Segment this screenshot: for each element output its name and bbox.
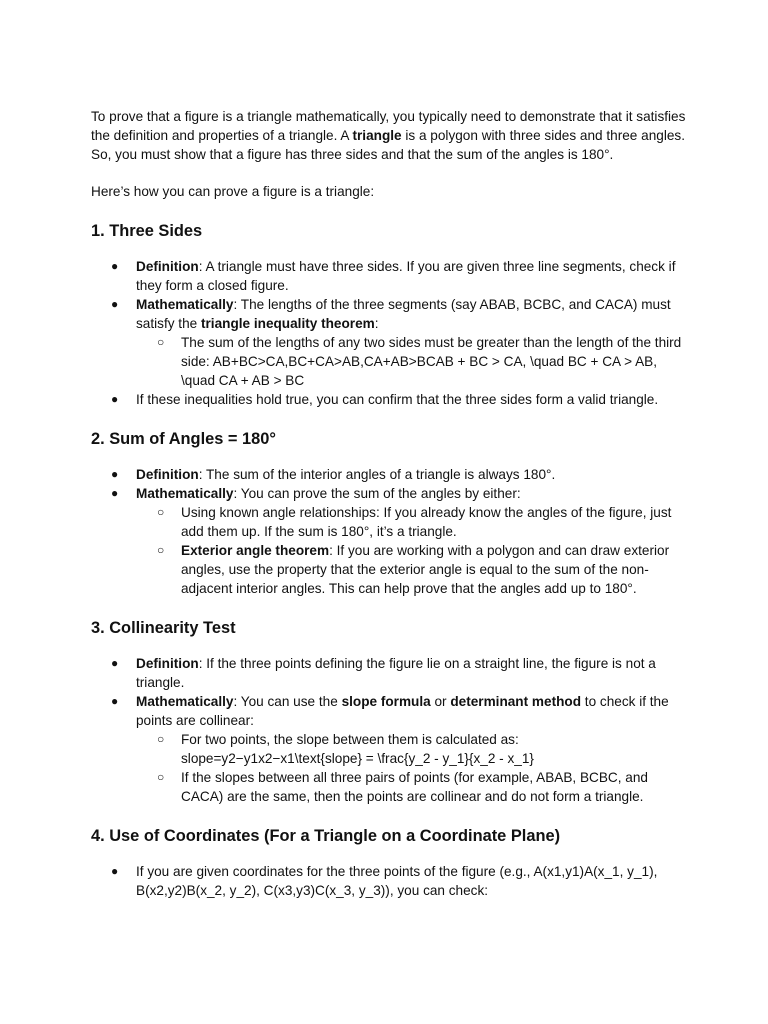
list-item: [91, 692, 691, 806]
sub-item-text: : If you are working with a polygon and can draw exterior angles, use the property that the exterior angle is equal to the sum of the non-adjacent interior angles. This can help prove that the angles add up to 180°.: [181, 543, 670, 596]
bullet-icon: ●: [111, 467, 119, 481]
definition-label: Definition: [136, 259, 199, 274]
mathematically-text: : You can prove the sum of the angles by either:: [233, 486, 521, 501]
intro-bold-triangle: triangle: [352, 128, 402, 143]
bullet-icon: ●: [111, 297, 119, 311]
list-item: [91, 862, 691, 900]
list-item: [91, 654, 691, 692]
sub-list-item: [91, 503, 691, 541]
sub-bullet-icon: ○: [157, 335, 165, 349]
mathematically-label: Mathematically: [136, 486, 234, 501]
mathematically-text: : You can use the: [233, 694, 342, 709]
bullet-icon: ●: [111, 392, 119, 406]
intro-text-part2: is a polygon with three sides and three angles. So, you must show that a figure has three sides and that the sum of the angles is 180°.: [91, 128, 685, 162]
document-page: [91, 107, 691, 920]
lead-paragraph: Here’s how you can prove a figure is a triangle:: [91, 184, 375, 199]
sub-item-text: If the slopes between all three pairs of points (for example, ABAB, BCBC, and CACA) are the same, then the points are collinear and do not form a triangle.: [181, 770, 648, 804]
bullet-icon: ●: [111, 864, 119, 878]
list-item: [91, 295, 691, 390]
sub-list: [136, 730, 691, 806]
definition-text: : A triangle must have three sides. If you are given three line segments, check if they form a closed figure.: [136, 259, 676, 293]
mathematically-label: Mathematically: [136, 297, 234, 312]
section-2-list: [91, 465, 691, 598]
mathematically-text-or: or: [430, 694, 451, 709]
mathematically-text-end: to check if the points are collinear:: [136, 694, 669, 728]
section-heading-collinearity-test: 3. Collinearity Test: [91, 619, 236, 637]
intro-paragraph: [91, 107, 691, 164]
section-heading-use-of-coordinates: 4. Use of Coordinates (For a Triangle on a Coordinate Plane): [91, 827, 561, 845]
list-item: [91, 465, 691, 484]
intro-text-part1: To prove that a figure is a triangle mathematically, you typically need to demonstrate that it satisfies the definition and properties of a triangle. A: [91, 109, 686, 143]
section-1-list: [91, 257, 691, 409]
closing-text: If these inequalities hold true, you can confirm that the three sides form a valid triangle.: [136, 392, 659, 407]
sub-list-item: [91, 768, 691, 806]
sub-list-item: [91, 541, 691, 598]
slope-formula-term: slope formula: [341, 694, 431, 709]
bullet-icon: ●: [111, 694, 119, 708]
mathematically-label: Mathematically: [136, 694, 234, 709]
bullet-icon: ●: [111, 259, 119, 273]
exterior-angle-theorem-label: Exterior angle theorem: [181, 543, 330, 558]
sub-item-text: Using known angle relationships: If you already know the angles of the figure, just add them up. If the sum is 180°, it’s a triangle.: [181, 505, 672, 539]
mathematically-text: : The lengths of the three segments (say ABAB, BCBC, and CACA) must satisfy the: [136, 297, 671, 331]
bullet-icon: ●: [111, 486, 119, 500]
section-heading-sum-of-angles: 2. Sum of Angles = 180°: [91, 430, 276, 448]
sub-item-text: The sum of the lengths of any two sides must be greater than the length of the third side: AB+BC>CA,BC+CA>AB,CA+AB>BCAB + BC > CA, \quad BC + CA > AB, \quad CA + AB > BC: [181, 335, 682, 388]
sub-list: [136, 333, 691, 390]
definition-text: : If the three points defining the figure lie on a straight line, the figure is not a triangle.: [136, 656, 656, 690]
sub-bullet-icon: ○: [157, 505, 165, 519]
sub-item-text: For two points, the slope between them is calculated as: slope=y2−y1x2−x1\text{slope} = \frac{y_2 - y_1}{x_2 - x_1}: [181, 732, 534, 766]
bullet-icon: ●: [111, 656, 119, 670]
section-4-list: [91, 862, 691, 900]
sub-list-item: [91, 333, 691, 390]
coordinates-text: If you are given coordinates for the three points of the figure (e.g., A(x1,y1)A(x_1, y_1), B(x2,y2)B(x_2, y_2), C(x3,y3)C(x_3, y_3)), you can check:: [136, 864, 658, 898]
sub-list-item: [91, 730, 691, 768]
definition-label: Definition: [136, 656, 199, 671]
definition-label: Definition: [136, 467, 199, 482]
section-3-list: [91, 654, 691, 806]
sub-list: [136, 503, 691, 598]
determinant-method-term: determinant method: [450, 694, 582, 709]
list-item: [91, 257, 691, 295]
sub-bullet-icon: ○: [157, 770, 165, 784]
list-item: [91, 484, 691, 598]
sub-bullet-icon: ○: [157, 732, 165, 746]
list-item: [91, 390, 691, 409]
sub-bullet-icon: ○: [157, 543, 165, 557]
section-heading-three-sides: 1. Three Sides: [91, 222, 203, 240]
mathematically-text-end: :: [374, 316, 379, 331]
definition-text: : The sum of the interior angles of a triangle is always 180°.: [198, 467, 556, 482]
triangle-inequality-term: triangle inequality theorem: [200, 316, 375, 331]
